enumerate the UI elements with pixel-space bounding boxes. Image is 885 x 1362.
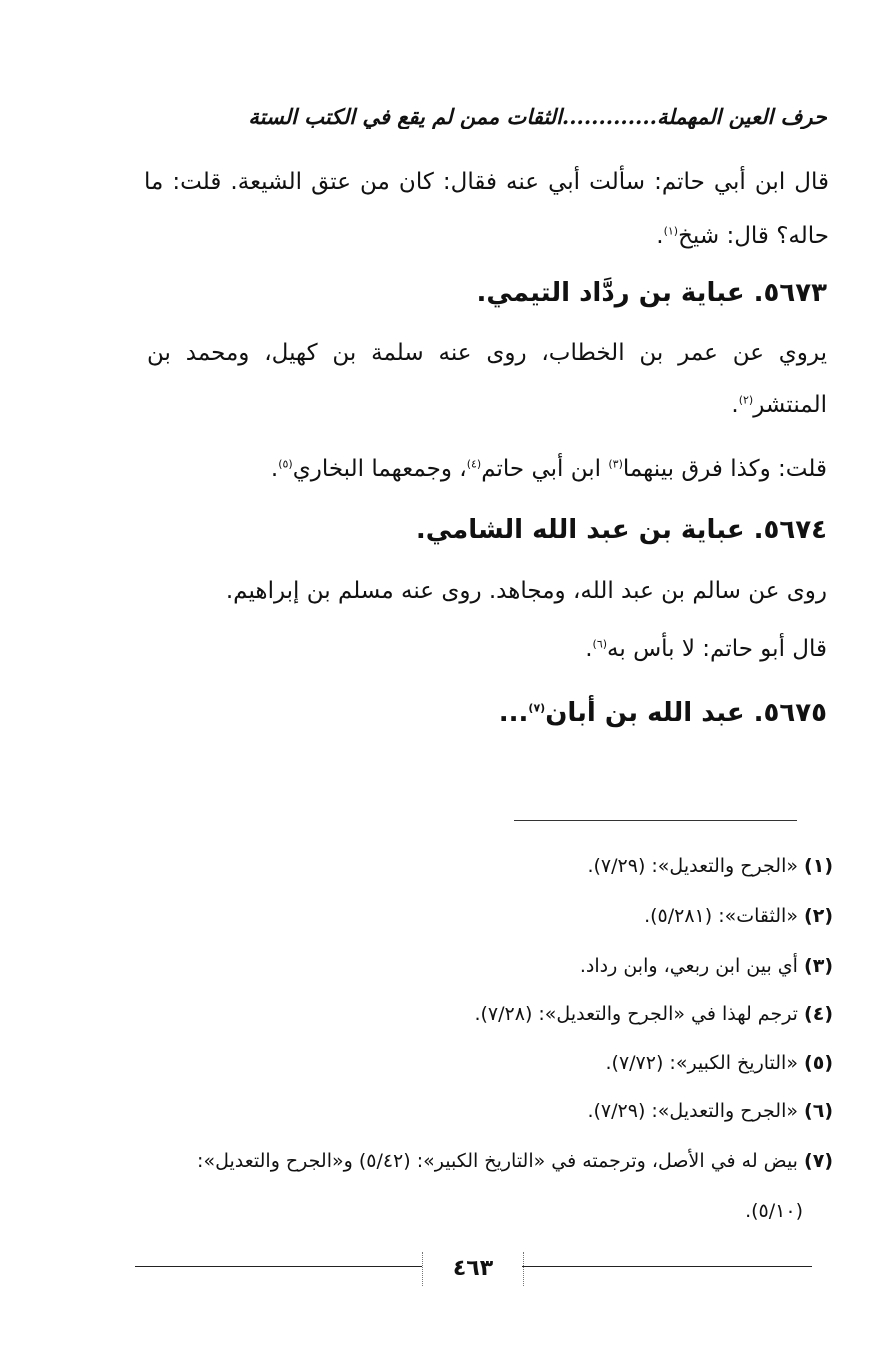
footnote-2-text: «الثقات»: (٥/٢٨١). <box>644 905 798 927</box>
footer-rule-right <box>522 1266 812 1267</box>
footnote-ref-6[interactable]: (٦) <box>592 637 608 651</box>
footnote-ref-2[interactable]: (٢) <box>738 393 754 407</box>
footnote-ref-7[interactable]: (٧) <box>528 701 546 715</box>
entry-5675-title-text: ٥٦٧٥. عبد الله بن أبان <box>545 698 827 728</box>
entry-5673-text-1: يروي عن عمر بن الخطاب، روى عنه سلمة بن كهيل، ومحمد بن <box>147 340 827 366</box>
entry-5673-text-2-end: . <box>731 392 739 418</box>
footnote-7-text: بيض له في الأصل، وترجمته في «التاريخ الكبير»: (٥/٤٢) و«الجرح والتعديل»: <box>197 1150 798 1172</box>
footnote-6-text: «الجرح والتعديل»: (٧/٢٩). <box>587 1100 798 1122</box>
footnote-5 <box>606 1052 834 1074</box>
footer-rule-left <box>135 1266 422 1267</box>
entry-5673-line-2 <box>731 392 827 418</box>
note-end: . <box>270 456 279 482</box>
footnote-7-number: (٧) <box>804 1150 833 1172</box>
footnote-ref-4[interactable]: (٤) <box>466 457 482 471</box>
footnote-2-number: (٢) <box>804 905 833 927</box>
entry-title-5674: ٥٦٧٤. عباية بن عبد الله الشامي. <box>415 515 827 545</box>
footnote-4-text: ترجم لهذا في «الجرح والتعديل»: (٧/٢٨). <box>474 1003 798 1025</box>
entry-5675-end: ... <box>498 698 529 728</box>
entry-5673-text-2: المنتشر <box>753 392 827 418</box>
entry-5674-line-2 <box>585 636 827 662</box>
footnote-1 <box>587 855 833 877</box>
intro-paragraph <box>144 155 829 263</box>
footnote-4-number: (٤) <box>804 1003 833 1025</box>
footnote-5-text: «التاريخ الكبير»: (٧/٧٢). <box>605 1052 798 1074</box>
note-text-c: ، وجمعهما البخاري <box>292 456 467 482</box>
footnote-7-cont-text: (٥/١٠). <box>745 1200 803 1222</box>
entry-5674-text-2-end: . <box>585 636 593 662</box>
footnote-ref-1[interactable]: (١) <box>663 224 679 238</box>
footnote-2 <box>644 905 833 927</box>
entry-5674-text-1: روى عن سالم بن عبد الله، ومجاهد. روى عنه مسلم بن إبراهيم. <box>225 578 827 604</box>
note-text-a: قلت: وكذا فرق بينهما <box>622 456 827 482</box>
footnote-5-number: (٥) <box>804 1052 833 1074</box>
footnote-ref-3[interactable]: (٣) <box>608 457 623 471</box>
footnote-1-text: «الجرح والتعديل»: (٧/٢٩). <box>587 855 798 877</box>
entry-5673-note <box>271 456 827 482</box>
entry-title-5673: ٥٦٧٣. عباية بن ردَّاد التيمي. <box>476 278 827 308</box>
footnote-3-number: (٣) <box>804 955 833 977</box>
footnote-7 <box>197 1150 833 1172</box>
footnote-6-number: (٦) <box>804 1100 833 1122</box>
entry-5673-line-1 <box>147 340 827 366</box>
page-number: ٤٦٣ <box>422 1252 524 1286</box>
running-header: حرف العين المهملة.............الثقات ممن لم يقع في الكتب الستة <box>248 104 827 129</box>
footnote-4 <box>474 1003 833 1025</box>
entry-5674-text-2: قال أبو حاتم: لا بأس به <box>607 636 827 662</box>
entry-title-5675 <box>499 698 827 728</box>
footnote-3-text: أي بين ابن ربعي، وابن رداد. <box>579 955 798 977</box>
footnote-6 <box>587 1100 833 1122</box>
note-text-b: ابن أبي حاتم <box>481 456 609 482</box>
intro-end: . <box>656 223 664 249</box>
intro-text: قال ابن أبي حاتم: سألت أبي عنه فقال: كان من عتق الشيعة. قلت: ما حاله؟ قال: شيخ <box>144 169 829 249</box>
footnote-ref-5[interactable]: (٥) <box>278 457 293 471</box>
footnote-7-continuation <box>745 1200 803 1222</box>
footnote-separator <box>514 820 797 821</box>
footnote-1-number: (١) <box>804 855 833 877</box>
entry-5674-line-1 <box>226 578 827 604</box>
footnote-3 <box>580 955 833 977</box>
